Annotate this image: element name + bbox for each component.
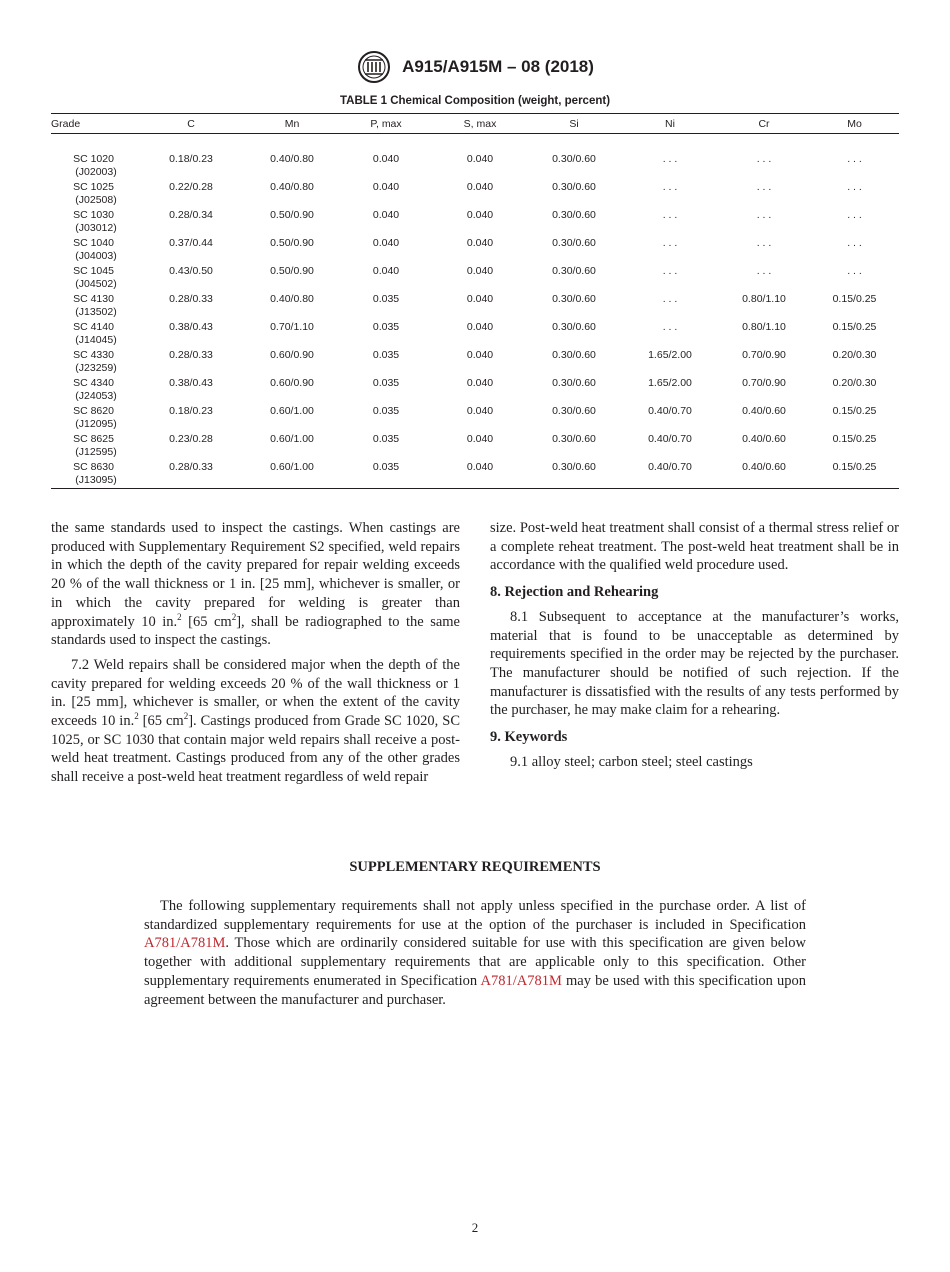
value-cell-mo: . . . <box>847 237 862 249</box>
value-cell-p: 0.035 <box>372 349 400 361</box>
value-cell-mn: 0.50/0.90 <box>270 265 314 277</box>
paragraph-7-2: 7.2 Weld repairs shall be considered major when the depth of the cavity prepared for welding exceeds 20 % of the wall thickness or 1 in. [25 mm], whichever is smaller, or when the extent of the cavity exceeds 10 in.$^2$ [65 $cm^2$]. Castings produced from Grade SC 1020, SC 1025, or SC 1030 that contain major weld repairs shall receive a post-weld heat treatment. Castings produced from any of the other grades shall receive a post-weld heat treatment regardless of weld repair <box>51 656 461 786</box>
grade-cell: SC 1020 (J02003) <box>73 153 117 178</box>
paragraph-8-1: 8.1 Subsequent to acceptance at the manufacturer’s works, material that is found to be unacceptable as determined by requirements specified in the order may be rejected by the purchaser. The manufacturer should be notified of such rejection. If the manufacturer is dissatisfied with the results of any tests performed by the purchaser, he may make claim for a rehearing. <box>490 608 899 719</box>
column-header: Mn <box>284 117 300 130</box>
value-cell-cr: 0.70/0.90 <box>742 377 786 389</box>
table-row <box>51 237 899 265</box>
value-cell-mo: 0.15/0.25 <box>832 461 877 473</box>
value-cell-ni: . . . <box>662 153 678 165</box>
value-cell-cr: . . . <box>756 209 772 221</box>
value-cell-cr: . . . <box>756 181 772 193</box>
grade-cell: SC 4130 (J13502) <box>73 293 117 318</box>
column-header: Ni <box>665 117 675 130</box>
value-cell-cr: . . . <box>756 265 772 277</box>
value-cell-si: 0.30/0.60 <box>552 209 596 221</box>
value-cell-p: 0.035 <box>372 321 400 333</box>
a781-link[interactable]: A781/A781M <box>480 972 562 989</box>
grade-cell: SC 8620 (J12095) <box>73 405 117 430</box>
value-cell-si: 0.30/0.60 <box>552 433 596 445</box>
value-cell-c: 0.18/0.23 <box>169 153 213 165</box>
value-cell-c: 0.23/0.28 <box>169 433 213 445</box>
value-cell-ni: . . . <box>662 181 678 193</box>
column-header: S, max <box>463 117 497 130</box>
table-header-row <box>51 114 899 134</box>
page-number: 2 <box>471 1220 479 1235</box>
value-cell-si: 0.30/0.60 <box>552 293 596 305</box>
right-text-column <box>490 519 899 777</box>
value-cell-p: 0.035 <box>372 461 400 473</box>
paragraph-9-1: 9.1 alloy steel; carbon steel; steel castings <box>510 753 753 770</box>
value-cell-si: 0.30/0.60 <box>552 321 596 333</box>
value-cell-ni: 0.40/0.70 <box>648 461 692 473</box>
column-header: C <box>187 117 195 130</box>
value-cell-c: 0.18/0.23 <box>169 405 213 417</box>
paragraph: size. Post-weld heat treatment shall consist of a thermal stress relief or a complete reheat treatment. The post-weld heat treatment shall be in accordance with the qualified weld procedure used. <box>490 520 899 574</box>
value-cell-s: 0.040 <box>466 181 494 193</box>
value-cell-ni: 0.40/0.70 <box>648 433 692 445</box>
value-cell-s: 0.040 <box>466 265 494 277</box>
value-cell-cr: . . . <box>756 237 772 249</box>
value-cell-cr: 0.40/0.60 <box>742 433 786 445</box>
supplementary-requirements-text: The following supplementary requirements shall not apply unless specified in the purchase order. A list of standardized supplementary requirements for use at the option of the purchaser is included in Specification A781/A781M. Those which are ordinarily considered suitable for use with this specification are given below together with additional supplementary requirements that are applicable only to this specification. Other supplementary requirements enumerated in Specification A781/A781M may be used with this specification upon agreement between the manufacturer and purchaser. <box>144 898 806 1008</box>
value-cell-cr: . . . <box>756 153 772 165</box>
value-cell-p: 0.035 <box>372 377 400 389</box>
value-cell-ni: . . . <box>662 293 678 305</box>
value-cell-mn: 0.40/0.80 <box>270 293 314 305</box>
grade-cell: SC 4330 (J23259) <box>73 349 117 374</box>
value-cell-ni: 1.65/2.00 <box>648 377 692 389</box>
column-header: P, max <box>370 117 402 130</box>
value-cell-c: 0.38/0.43 <box>169 321 213 333</box>
value-cell-mo: . . . <box>847 153 862 165</box>
value-cell-si: 0.30/0.60 <box>552 237 596 249</box>
grade-cell: SC 4140 (J14045) <box>73 321 117 346</box>
column-header: Si <box>569 117 579 130</box>
value-cell-ni: 1.65/2.00 <box>648 349 692 361</box>
value-cell-s: 0.040 <box>466 237 494 249</box>
value-cell-ni: . . . <box>662 265 678 277</box>
value-cell-mn: 0.60/1.00 <box>270 405 314 417</box>
table-row <box>51 405 899 433</box>
value-cell-c: 0.22/0.28 <box>169 181 213 193</box>
value-cell-p: 0.035 <box>372 405 400 417</box>
value-cell-c: 0.28/0.33 <box>169 349 213 361</box>
value-cell-p: 0.035 <box>372 293 400 305</box>
value-cell-ni: 0.40/0.70 <box>648 405 692 417</box>
chemical-composition-table <box>51 113 899 489</box>
value-cell-c: 0.43/0.50 <box>169 265 213 277</box>
value-cell-si: 0.30/0.60 <box>552 153 596 165</box>
value-cell-p: 0.040 <box>372 237 400 249</box>
value-cell-cr: 0.40/0.60 <box>742 405 786 417</box>
table-row <box>51 209 899 237</box>
value-cell-c: 0.28/0.33 <box>169 293 213 305</box>
value-cell-c: 0.28/0.34 <box>169 209 213 221</box>
grade-cell: SC 4340 (J24053) <box>73 377 117 402</box>
value-cell-c: 0.38/0.43 <box>169 377 213 389</box>
value-cell-p: 0.040 <box>372 181 400 193</box>
supplementary-requirements-title: SUPPLEMENTARY REQUIREMENTS <box>349 859 601 875</box>
value-cell-cr: 0.80/1.10 <box>742 321 786 333</box>
value-cell-mn: 0.40/0.80 <box>270 181 314 193</box>
value-cell-mn: 0.60/0.90 <box>270 349 314 361</box>
value-cell-si: 0.30/0.60 <box>552 461 596 473</box>
table-title: TABLE 1 Chemical Composition (weight, percent) <box>339 95 611 107</box>
column-header: Mo <box>847 117 862 130</box>
table-row <box>51 181 899 209</box>
value-cell-c: 0.28/0.33 <box>169 461 213 473</box>
value-cell-mo: . . . <box>847 209 862 221</box>
value-cell-p: 0.040 <box>372 153 400 165</box>
value-cell-p: 0.040 <box>372 265 400 277</box>
table-row <box>51 153 899 181</box>
page-header <box>0 50 950 86</box>
a781-link[interactable]: A781/A781M <box>144 935 226 952</box>
column-header: Cr <box>758 117 770 130</box>
grade-cell: SC 8630 (J13095) <box>73 461 117 486</box>
table-row <box>51 265 899 293</box>
value-cell-mn: 0.50/0.90 <box>270 209 314 221</box>
value-cell-s: 0.040 <box>466 293 494 305</box>
value-cell-mn: 0.60/0.90 <box>270 377 314 389</box>
value-cell-p: 0.040 <box>372 209 400 221</box>
table-row <box>51 293 899 321</box>
value-cell-ni: . . . <box>662 321 678 333</box>
table-row <box>51 321 899 349</box>
table-row <box>51 349 899 377</box>
paragraph: the same standards used to inspect the castings. When castings are produced with Supplementary Requirement S2 specified, weld repairs in which the depth of the cavity prepared for repair welding exceeds 20 % of the wall thickness or 1 in. [25 mm], whichever is smaller, or in which the cavity prepared for welding is greater than approximately 10 in.$^2$ [65 $cm^2$], shall be radiographed to the same standards used to inspect the castings. <box>51 520 460 649</box>
value-cell-si: 0.30/0.60 <box>552 377 596 389</box>
value-cell-c: 0.37/0.44 <box>169 237 213 249</box>
value-cell-s: 0.040 <box>466 321 494 333</box>
value-cell-mn: 0.70/1.10 <box>270 321 314 333</box>
grade-cell: SC 1040 (J04003) <box>73 237 117 262</box>
value-cell-si: 0.30/0.60 <box>552 265 596 277</box>
column-header: Grade <box>51 117 81 130</box>
value-cell-s: 0.040 <box>466 461 494 473</box>
left-text-column <box>51 519 460 793</box>
table-row <box>51 433 899 461</box>
value-cell-ni: . . . <box>662 237 678 249</box>
section-9-heading: 9. Keywords <box>490 729 568 746</box>
table-row <box>51 377 899 405</box>
value-cell-si: 0.30/0.60 <box>552 181 596 193</box>
astm-logo-icon <box>356 50 392 84</box>
value-cell-s: 0.040 <box>466 349 494 361</box>
value-cell-ni: . . . <box>662 209 678 221</box>
value-cell-mo: . . . <box>847 181 862 193</box>
value-cell-mo: 0.15/0.25 <box>832 405 877 417</box>
section-8-heading: 8. Rejection and Rehearing <box>490 584 659 601</box>
value-cell-si: 0.30/0.60 <box>552 349 596 361</box>
grade-cell: SC 1045 (J04502) <box>73 265 117 290</box>
value-cell-mo: . . . <box>847 265 862 277</box>
grade-cell: SC 1025 (J02508) <box>73 181 117 206</box>
value-cell-cr: 0.70/0.90 <box>742 349 786 361</box>
value-cell-s: 0.040 <box>466 377 494 389</box>
value-cell-s: 0.040 <box>466 209 494 221</box>
value-cell-mo: 0.15/0.25 <box>832 433 877 445</box>
value-cell-s: 0.040 <box>466 433 494 445</box>
value-cell-mn: 0.40/0.80 <box>270 153 314 165</box>
value-cell-mn: 0.50/0.90 <box>270 237 314 249</box>
value-cell-mo: 0.15/0.25 <box>832 293 877 305</box>
value-cell-cr: 0.80/1.10 <box>742 293 786 305</box>
value-cell-mn: 0.60/1.00 <box>270 461 314 473</box>
table-row <box>51 461 899 489</box>
value-cell-mo: 0.20/0.30 <box>832 349 877 361</box>
value-cell-cr: 0.40/0.60 <box>742 461 786 473</box>
value-cell-si: 0.30/0.60 <box>552 405 596 417</box>
value-cell-mo: 0.20/0.30 <box>832 377 877 389</box>
document-id: A915/A915M – 08 (2018) <box>402 57 594 76</box>
grade-cell: SC 8625 (J12595) <box>73 433 117 458</box>
grade-cell: SC 1030 (J03012) <box>73 209 117 234</box>
value-cell-p: 0.035 <box>372 433 400 445</box>
value-cell-mo: 0.15/0.25 <box>832 321 877 333</box>
value-cell-mn: 0.60/1.00 <box>270 433 314 445</box>
value-cell-s: 0.040 <box>466 153 494 165</box>
value-cell-s: 0.040 <box>466 405 494 417</box>
